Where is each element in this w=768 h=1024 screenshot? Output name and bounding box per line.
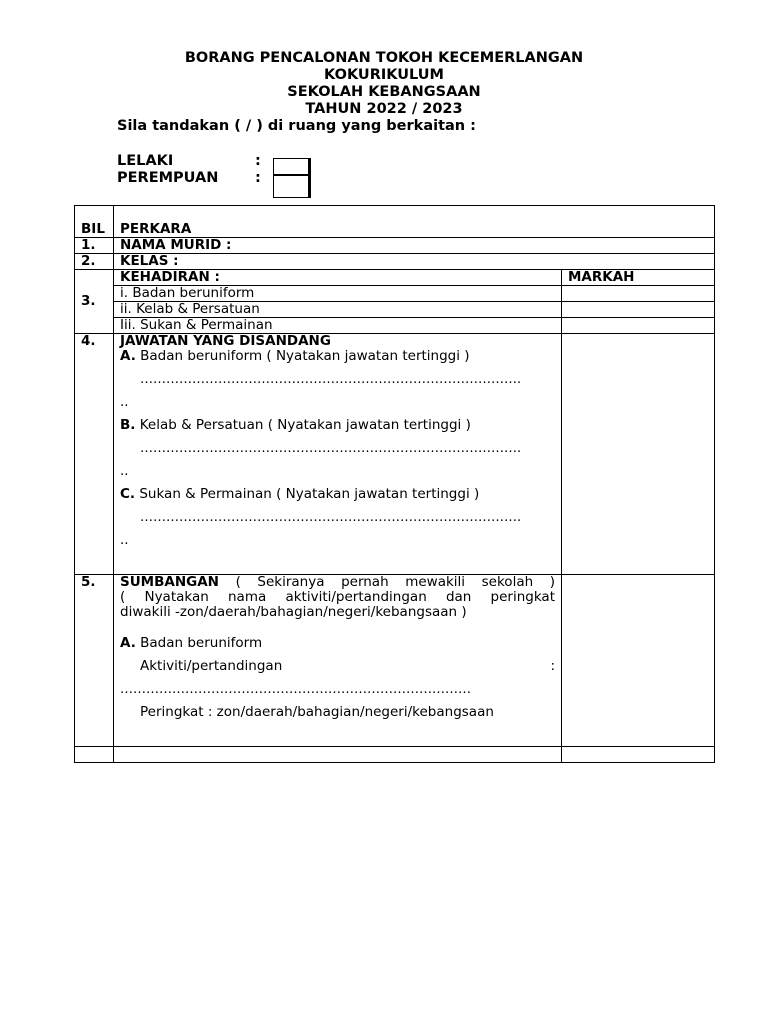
checkbox-border bbox=[309, 158, 311, 198]
contribution-desc-1: ( Sekiranya pernah mewakili sekolah ) bbox=[235, 574, 555, 590]
position-a-answer-tail: .. bbox=[120, 394, 129, 410]
position-c-text: Sukan & Permainan ( Nyatakan jawatan tertinggi ) bbox=[139, 486, 480, 502]
position-b-text: Kelab & Persatuan ( Nyatakan jawatan tertinggi ) bbox=[139, 417, 471, 433]
table-row bbox=[75, 254, 715, 270]
attendance-item-sports: Iii. Sukan & Permainan bbox=[114, 318, 562, 334]
contribution-heading bbox=[120, 575, 555, 590]
marks-cell-uniform[interactable] bbox=[562, 286, 715, 302]
empty-cell bbox=[114, 747, 562, 763]
student-name-field[interactable]: NAMA MURID : bbox=[114, 238, 715, 254]
contribution-section bbox=[114, 575, 562, 747]
position-c-answer-line[interactable]: ……………………………………………………………………………. bbox=[140, 510, 522, 525]
position-b-answer-tail: .. bbox=[120, 463, 129, 479]
table-row bbox=[75, 334, 715, 575]
form-title bbox=[0, 50, 768, 118]
row-5-bil: 5. bbox=[75, 575, 114, 747]
contribution-desc-3: diwakili -zon/daerah/bahagian/negeri/kebangsaan ) bbox=[120, 604, 467, 620]
positions-marks-cell[interactable] bbox=[562, 334, 715, 575]
contribution-desc-2: ( Nyatakan nama aktiviti/pertandingan dan peringkat bbox=[120, 589, 555, 605]
marks-header: MARKAH bbox=[562, 270, 715, 286]
male-label: LELAKI bbox=[117, 153, 174, 169]
female-colon: : bbox=[255, 170, 261, 186]
class-field[interactable]: KELAS : bbox=[114, 254, 715, 270]
position-c-letter: C. bbox=[120, 486, 136, 502]
table-header-row bbox=[75, 206, 715, 238]
contribution-a bbox=[120, 636, 555, 651]
positions-title: JAWATAN YANG DISANDANG bbox=[120, 333, 331, 349]
position-a-letter: A. bbox=[120, 348, 136, 364]
nomination-table bbox=[74, 205, 715, 763]
row-4-bil: 4. bbox=[75, 334, 114, 575]
contribution-a-letter: A. bbox=[120, 635, 136, 651]
level-label: Peringkat : zon/daerah/bahagian/negeri/kebangsaan bbox=[140, 704, 494, 720]
table-row bbox=[75, 286, 715, 302]
attendance-item-uniform: i. Badan beruniform bbox=[114, 286, 562, 302]
table-row bbox=[75, 302, 715, 318]
marks-cell-sports[interactable] bbox=[562, 318, 715, 334]
male-checkbox[interactable] bbox=[273, 158, 309, 175]
instruction-text: Sila tandakan ( / ) di ruang yang berkaitan : bbox=[117, 118, 476, 134]
contribution-marks-cell[interactable] bbox=[562, 575, 715, 747]
empty-cell bbox=[75, 747, 114, 763]
position-a bbox=[120, 349, 555, 364]
position-c bbox=[120, 487, 555, 502]
table-row bbox=[75, 318, 715, 334]
table-row bbox=[75, 270, 715, 286]
table-row bbox=[75, 238, 715, 254]
female-checkbox[interactable] bbox=[273, 175, 309, 198]
positions-section bbox=[114, 334, 562, 575]
row-2-bil: 2. bbox=[75, 254, 114, 270]
position-a-answer-line[interactable]: ……………………………………………………………………………. bbox=[140, 372, 522, 387]
male-colon: : bbox=[255, 153, 261, 169]
marks-cell-club[interactable] bbox=[562, 302, 715, 318]
title-line-1: BORANG PENCALONAN TOKOH KECEMERLANGAN bbox=[184, 50, 584, 66]
header-perkara: PERKARA bbox=[114, 206, 715, 238]
row-1-bil: 1. bbox=[75, 238, 114, 254]
contribution-a-text: Badan beruniform bbox=[140, 635, 263, 651]
position-b-answer-line[interactable]: ……………………………………………………………………………. bbox=[140, 441, 522, 456]
position-b bbox=[120, 418, 555, 433]
activity-answer-line[interactable]: ……………………………………………………………………… bbox=[120, 682, 471, 697]
contribution-title: SUMBANGAN bbox=[120, 574, 219, 590]
table-row bbox=[75, 575, 715, 747]
row-3-bil: 3. bbox=[75, 270, 114, 334]
activity-label: Aktiviti/pertandingan bbox=[140, 658, 283, 674]
table-row bbox=[75, 747, 715, 763]
attendance-label: KEHADIRAN : bbox=[114, 270, 562, 286]
attendance-item-club: ii. Kelab & Persatuan bbox=[114, 302, 562, 318]
empty-cell bbox=[562, 747, 715, 763]
position-a-text: Badan beruniform ( Nyatakan jawatan tertinggi ) bbox=[140, 348, 470, 364]
header-bil: BIL bbox=[75, 206, 114, 238]
position-b-letter: B. bbox=[120, 417, 136, 433]
title-line-4: TAHUN 2022 / 2023 bbox=[305, 101, 463, 117]
title-line-3: SEKOLAH KEBANGSAAN bbox=[287, 84, 481, 100]
activity-row bbox=[120, 659, 555, 674]
title-line-2: KOKURIKULUM bbox=[324, 67, 444, 83]
position-c-answer-tail: .. bbox=[120, 532, 129, 548]
female-label: PEREMPUAN bbox=[117, 170, 219, 186]
activity-colon: : bbox=[550, 658, 555, 674]
